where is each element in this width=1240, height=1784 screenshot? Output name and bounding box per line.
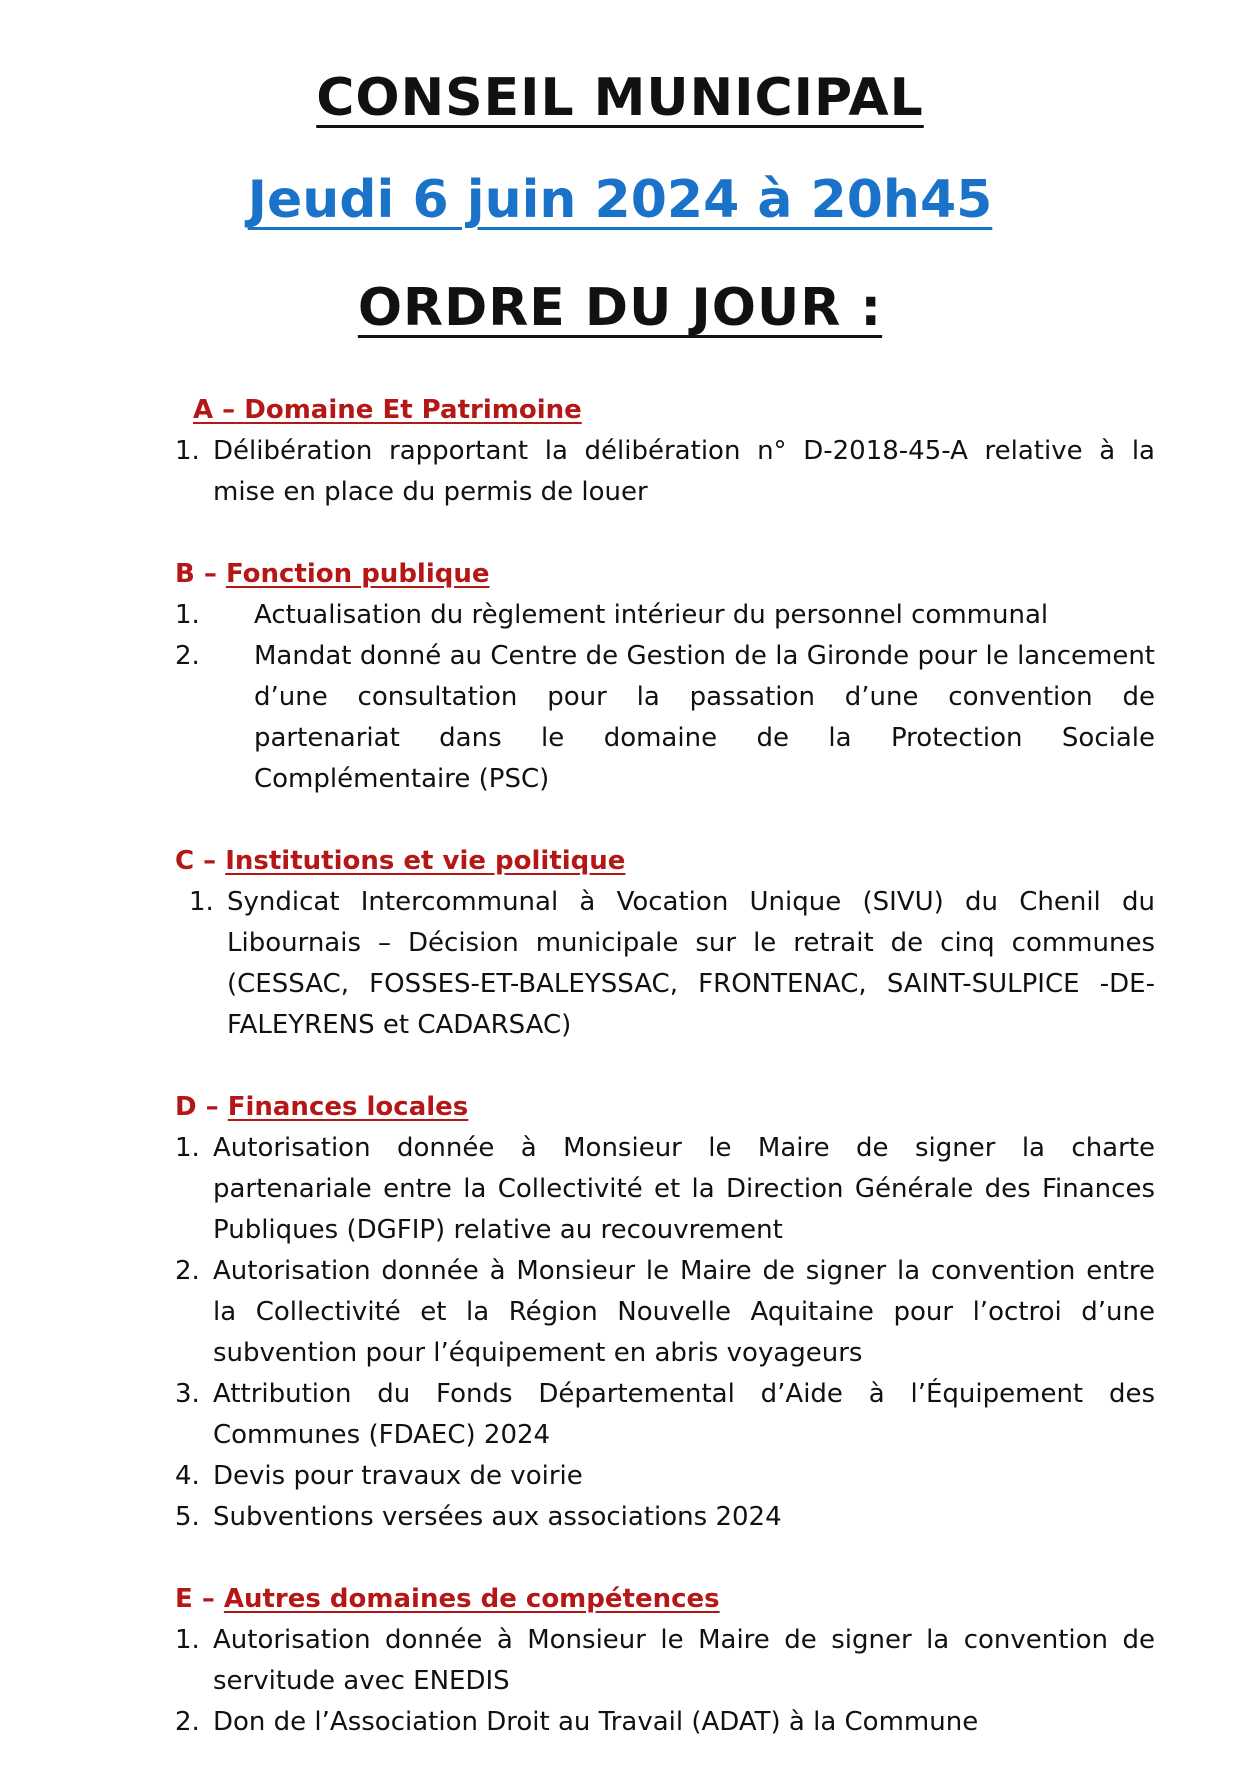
list-item: 2. Mandat donné au Centre de Gestion de la Gironde pour le lancement d’une consultation pour la passation d’une convention de partenariat dans le domaine de la Protection Sociale Complémentaire (PSC) <box>175 641 1155 794</box>
list-item: 5. Subventions versées aux associations 2024 <box>175 1502 782 1532</box>
list-item: 4. Devis pour travaux de voirie <box>175 1461 583 1491</box>
section-heading: A – Domaine Et Patrimoine <box>193 395 582 425</box>
section-autres-domaines <box>175 1579 1155 1743</box>
list-item: 1. Autorisation donnée à Monsieur le Maire de signer la charte partenariale entre la Collectivité et la Direction Générale des Finances Publiques (DGFIP) relative au recouvrement <box>175 1133 1155 1245</box>
list-item: 1. Délibération rapportant la délibération n° D-2018-45-A relative à la mise en place du permis de louer <box>175 436 1155 507</box>
list-item: 1. Autorisation donnée à Monsieur le Maire de signer la convention de servitude avec ENEDIS <box>175 1625 1155 1696</box>
section-fonction-publique <box>175 554 1155 800</box>
list-item: 3. Attribution du Fonds Départemental d’Aide à l’Équipement des Communes (FDAEC) 2024 <box>175 1379 1155 1450</box>
list-item: 1. Syndicat Intercommunal à Vocation Unique (SIVU) du Chenil du Libournais – Décision municipale sur le retrait de cinq communes (CESSAC, FOSSES-ET-BALEYSSAC, FRONTENAC, SAINT-SULPICE -DE-FALEYRENS et CADARSAC) <box>189 887 1155 1040</box>
section-heading: E – Autres domaines de compétences <box>175 1584 720 1614</box>
list-item: 1. Actualisation du règlement intérieur du personnel communal <box>175 600 1049 630</box>
list-item: 2. Don de l’Association Droit au Travail (ADAT) à la Commune <box>175 1707 979 1737</box>
section-heading: D – Finances locales <box>175 1092 469 1122</box>
section-finances-locales <box>175 1087 1155 1538</box>
meeting-date: Jeudi 6 juin 2024 à 20h45 <box>247 170 993 230</box>
agenda-list <box>175 390 1155 1784</box>
council-title: CONSEIL MUNICIPAL <box>316 68 924 128</box>
section-heading: C – Institutions et vie politique <box>175 846 626 876</box>
section-heading: B – Fonction publique <box>175 559 490 589</box>
section-institutions <box>175 841 1155 1046</box>
section-domaine-patrimoine <box>175 390 1155 513</box>
agenda-title: ORDRE DU JOUR : <box>357 278 883 338</box>
list-item: 2. Autorisation donnée à Monsieur le Maire de signer la convention entre la Collectivité et la Région Nouvelle Aquitaine pour l’octroi d’une subvention pour l’équipement en abris voyageurs <box>175 1256 1155 1368</box>
